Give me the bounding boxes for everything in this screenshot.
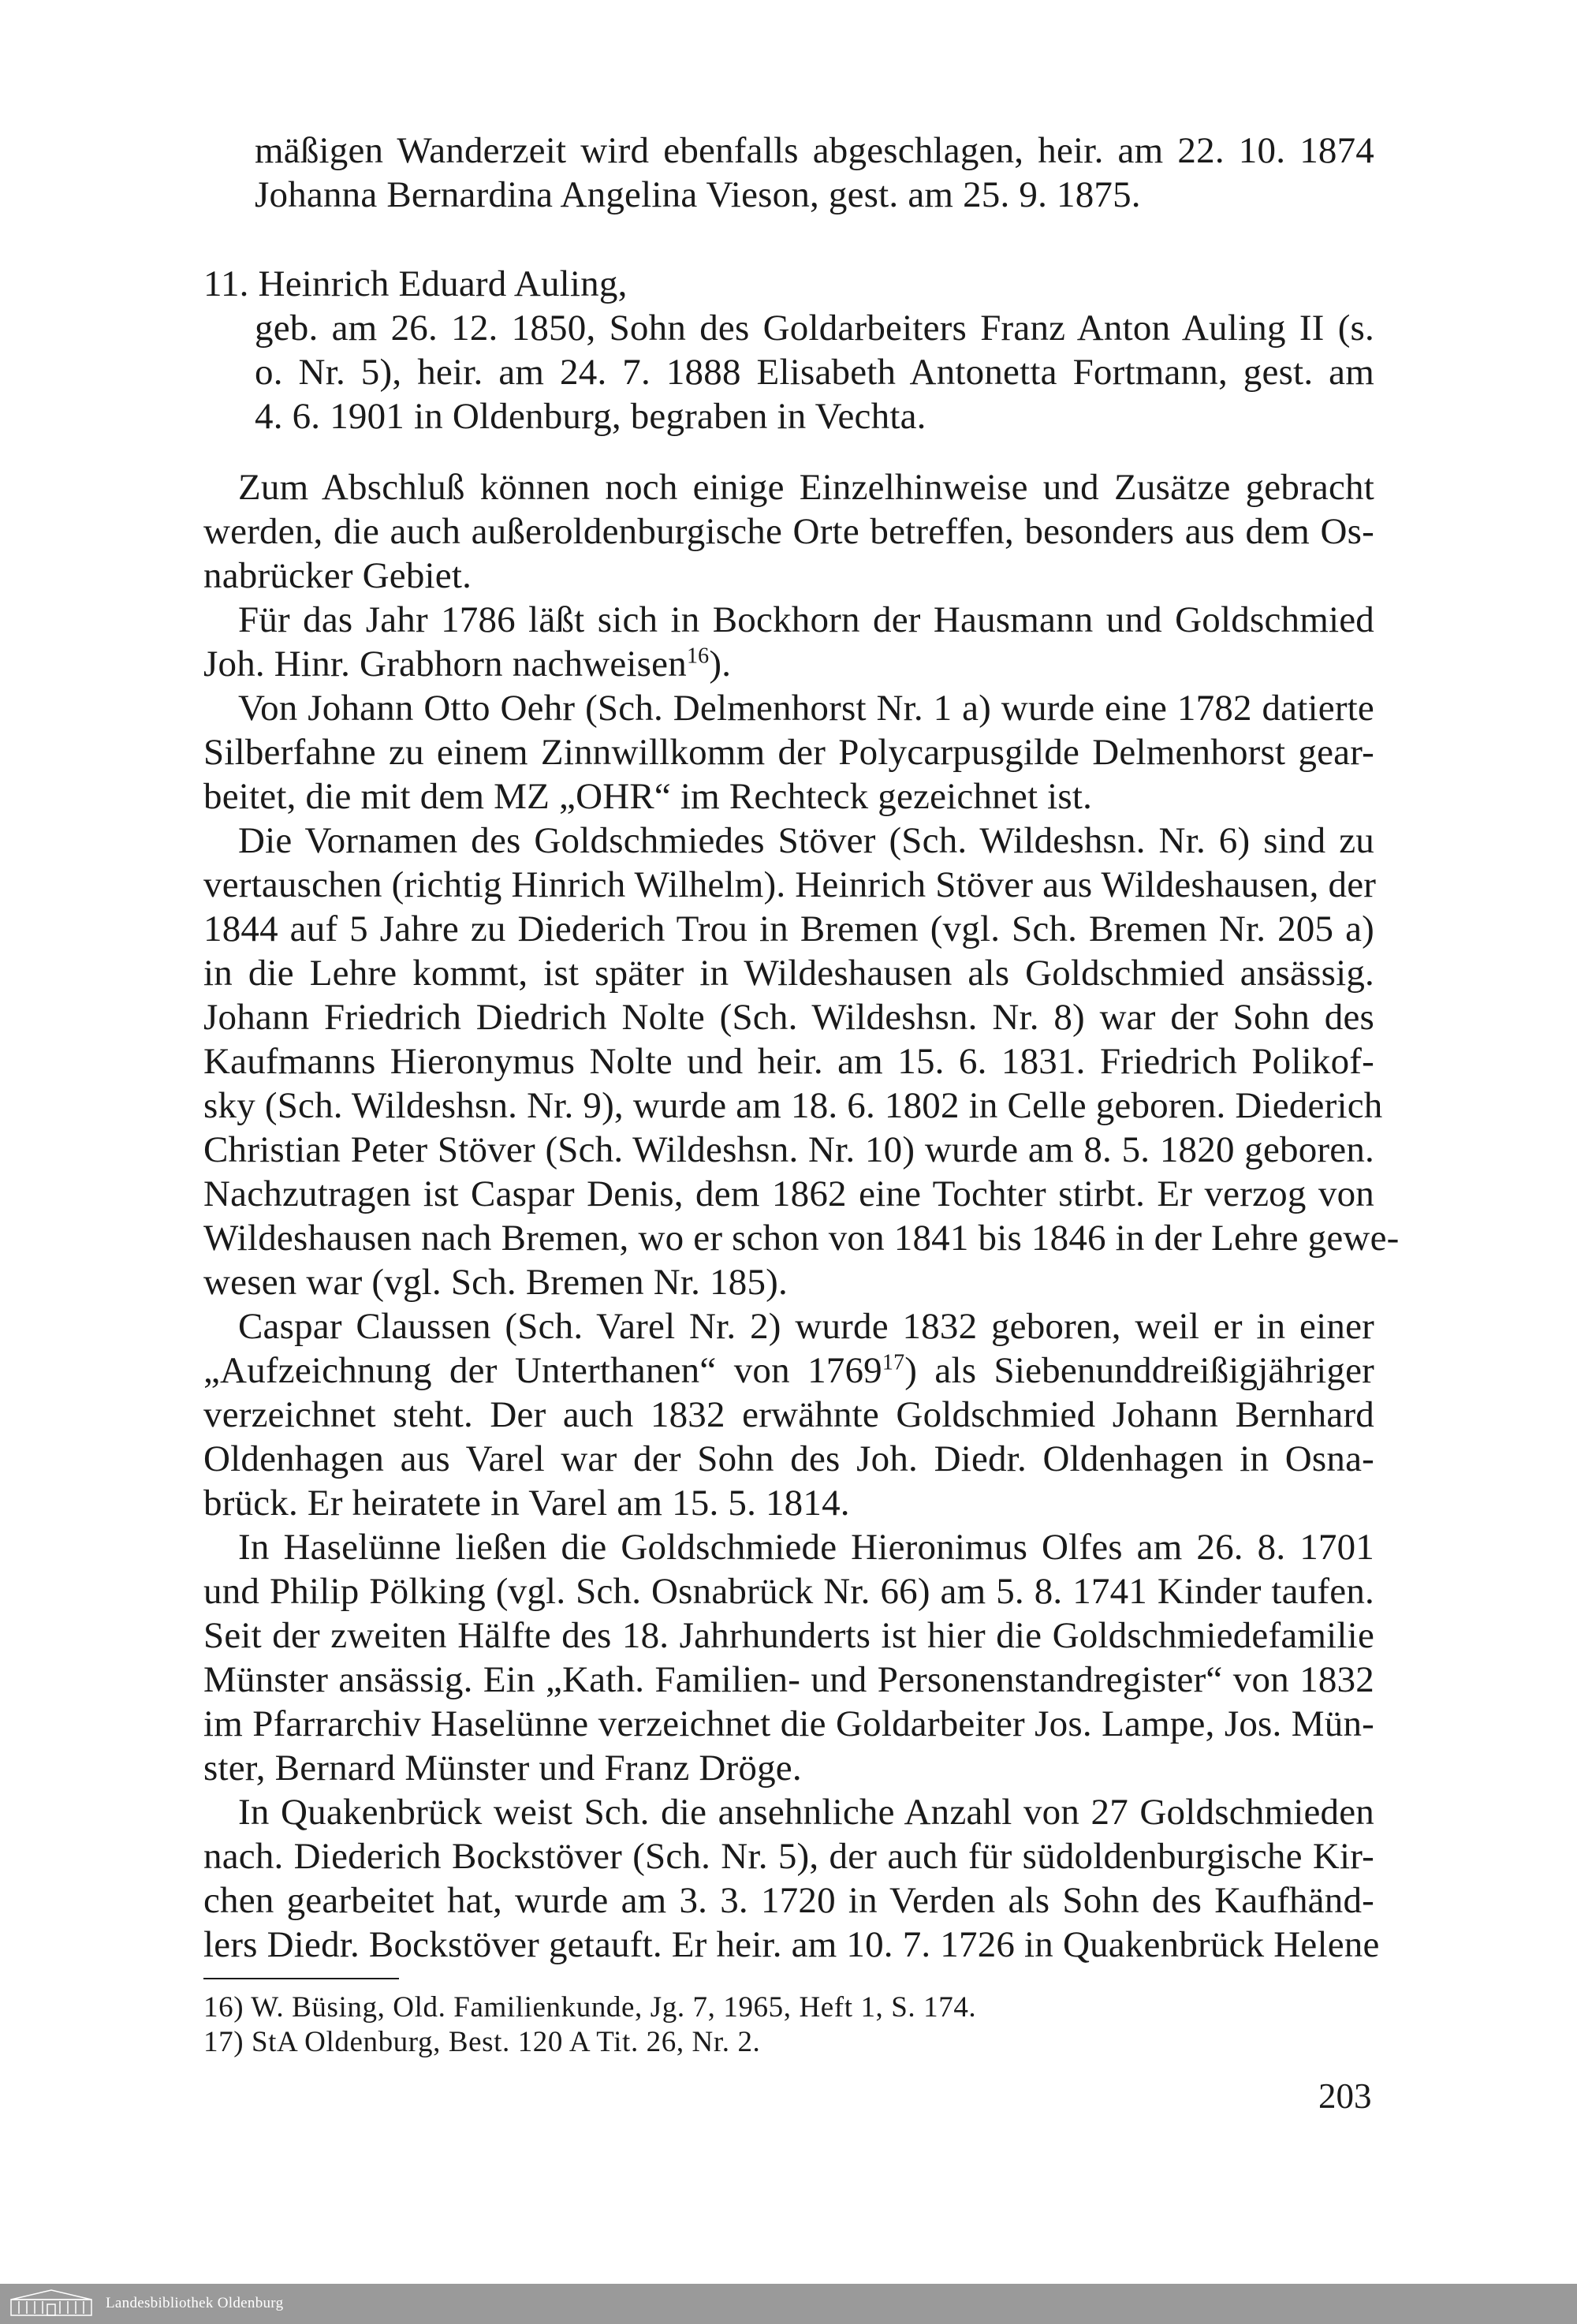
text-line: im Pfarrarchiv Haselünne verzeichnet die Goldarbeiter Jos. Lampe, Jos. Mün- bbox=[203, 1703, 1374, 1744]
text-line: 4. 6. 1901 in Oldenburg, begraben in Vechta. bbox=[255, 396, 926, 437]
text-line: Johann Friedrich Diedrich Nolte (Sch. Wildeshsn. Nr. 8) war der Sohn des bbox=[203, 997, 1374, 1038]
text-line: beitet, die mit dem MZ „OHR“ im Rechteck gezeichnet ist. bbox=[203, 776, 1093, 817]
text-line: Nachzutragen ist Caspar Denis, dem 1862 eine Tochter stirbt. Er verzog von bbox=[203, 1173, 1374, 1214]
text-line: In Quakenbrück weist Sch. die ansehnliche Anzahl von 27 Goldschmieden bbox=[238, 1792, 1374, 1833]
library-building-icon bbox=[8, 2289, 95, 2318]
text-line: in die Lehre kommt, ist später in Wildeshausen als Goldschmied ansässig. bbox=[203, 953, 1374, 994]
text-line: Für das Jahr 1786 läßt sich in Bockhorn der Hausmann und Goldschmied bbox=[238, 599, 1374, 640]
footnote-ref: 17 bbox=[882, 1350, 905, 1375]
text-line: Zum Abschluß können noch einige Einzelhinweise und Zusätze gebracht bbox=[238, 467, 1374, 508]
text-line: ). bbox=[709, 643, 732, 685]
text-line: In Haselünne ließen die Goldschmiede Hieronimus Olfes am 26. 8. 1701 bbox=[238, 1527, 1374, 1568]
text-line: Münster ansässig. Ein „Kath. Familien- und Personenstandregister“ von 1832 bbox=[203, 1659, 1374, 1700]
text-line-with-footnote bbox=[203, 1349, 1374, 1393]
library-name: Landesbibliothek Oldenburg bbox=[106, 2295, 284, 2311]
text-line: nach. Diederich Bockstöver (Sch. Nr. 5), der auch für südoldenburgische Kir- bbox=[203, 1836, 1374, 1877]
text-line: Christian Peter Stöver (Sch. Wildeshsn. Nr. 10) wurde am 8. 5. 1820 geboren. bbox=[203, 1129, 1374, 1170]
text-line: Die Vornamen des Goldschmiedes Stöver (Sch. Wildeshsn. Nr. 6) sind zu bbox=[238, 820, 1374, 861]
text-line: Seit der zweiten Hälfte des 18. Jahrhunderts ist hier die Goldschmiedefamilie bbox=[203, 1615, 1374, 1656]
text-line: chen gearbeitet hat, wurde am 3. 3. 1720 in Verden als Sohn des Kaufhänd- bbox=[203, 1880, 1374, 1921]
text-line: und Philip Pölking (vgl. Sch. Osnabrück Nr. 66) am 5. 8. 1741 Kinder taufen. bbox=[203, 1571, 1374, 1612]
text-line: vertauschen (richtig Hinrich Wilhelm). Heinrich Stöver aus Wildeshausen, der bbox=[203, 864, 1377, 905]
text-line: 1844 auf 5 Jahre zu Diederich Trou in Bremen (vgl. Sch. Bremen Nr. 205 a) bbox=[203, 908, 1374, 949]
text-line: verzeichnet steht. Der auch 1832 erwähnte Goldschmied Johann Bernhard bbox=[203, 1394, 1374, 1435]
text-line: Caspar Claussen (Sch. Varel Nr. 2) wurde 1832 geboren, weil er in einer bbox=[238, 1306, 1374, 1347]
text-line: lers Diedr. Bockstöver getauft. Er heir. am 10. 7. 1726 in Quakenbrück Helene bbox=[203, 1924, 1380, 1965]
text-line: Joh. Hinr. Grabhorn nachweisen bbox=[203, 643, 687, 685]
text-line-with-footnote bbox=[203, 642, 731, 686]
text-line: „Aufzeichnung der Unterthanen“ von 1769 bbox=[203, 1350, 882, 1391]
text-line: nabrücker Gebiet. bbox=[203, 555, 472, 596]
text-line: o. Nr. 5), heir. am 24. 7. 1888 Elisabeth Antonetta Fortmann, gest. am bbox=[255, 352, 1374, 393]
text-line: sky (Sch. Wildeshsn. Nr. 9), wurde am 18. 6. 1802 in Celle geboren. Diederich bbox=[203, 1085, 1383, 1126]
text-line: wesen war (vgl. Sch. Bremen Nr. 185). bbox=[203, 1262, 788, 1303]
text-line: Johanna Bernardina Angelina Vieson, gest. am 25. 9. 1875. bbox=[255, 174, 1141, 215]
entry-heading: 11. Heinrich Eduard Auling, bbox=[203, 263, 628, 304]
footnote: 17) StA Oldenburg, Best. 120 A Tit. 26, Nr. 2. bbox=[203, 2026, 761, 2058]
text-line: Oldenhagen aus Varel war der Sohn des Joh. Diedr. Oldenhagen in Osna- bbox=[203, 1438, 1374, 1479]
text-line: ster, Bernard Münster und Franz Dröge. bbox=[203, 1748, 802, 1789]
text-line: Wildeshausen nach Bremen, wo er schon von 1841 bis 1846 in der Lehre gewe- bbox=[203, 1218, 1400, 1259]
text-line: geb. am 26. 12. 1850, Sohn des Goldarbeiters Franz Anton Auling II (s. bbox=[255, 308, 1374, 349]
text-line: Von Johann Otto Oehr (Sch. Delmenhorst Nr. 1 a) wurde eine 1782 datierte bbox=[238, 688, 1374, 729]
text-line: Silberfahne zu einem Zinnwillkomm der Polycarpusgilde Delmenhorst gear- bbox=[203, 732, 1374, 773]
text-line: werden, die auch außeroldenburgische Orte betreffen, besonders aus dem Os- bbox=[203, 511, 1374, 552]
page-number: 203 bbox=[1318, 2076, 1372, 2116]
footnote: 16) W. Büsing, Old. Familienkunde, Jg. 7, 1965, Heft 1, S. 174. bbox=[203, 1991, 977, 2024]
footnote-ref: 16 bbox=[686, 643, 710, 669]
footnote-rule bbox=[203, 1978, 399, 1979]
text-line: mäßigen Wanderzeit wird ebenfalls abgeschlagen, heir. am 22. 10. 1874 bbox=[255, 130, 1374, 171]
text-line: brück. Er heiratete in Varel am 15. 5. 1814. bbox=[203, 1483, 850, 1524]
text-line: Kaufmanns Hieronymus Nolte und heir. am 15. 6. 1831. Friedrich Polikof- bbox=[203, 1041, 1374, 1082]
text-line: ) als Siebenunddreißigjähriger bbox=[904, 1350, 1374, 1391]
